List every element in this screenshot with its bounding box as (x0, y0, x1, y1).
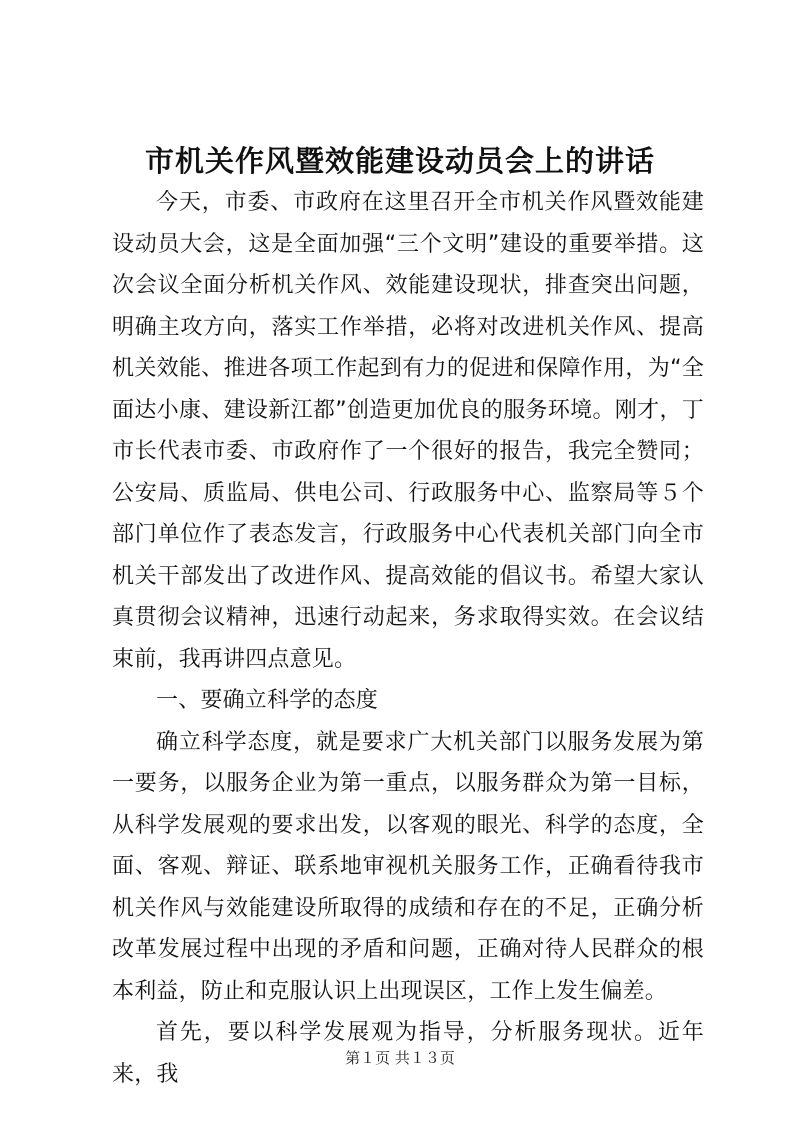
page-number-footer: 第１页 共１３页 (345, 1049, 455, 1067)
section-heading-1: 一、要确立科学的态度 (156, 688, 379, 713)
paragraph-section-1-first: 首先，要以科学发展观为指导，分析服务现状。近年来，我 (112, 1020, 704, 1087)
paragraph-section-1: 确立科学态度，就是要求广大机关部门以服务发展为第一要务，以服务企业为第一重点，以服务群众为第一目标，从科学发展观的要求出发，以客观的眼光、科学的态度，全面、客观、辩证、联系地审视机关服务工作，正确看待我市机关作风与效能建设所取得的成绩和存在的不足，正确分析改革发展过程中出现的矛盾和问题，正确对待人民群众的根本利益，防止和克服认识上出现误区，工作上发生偏差。 (112, 729, 704, 1004)
document-title: 市机关作风暨效能建设动员会上的讲话 (144, 144, 655, 178)
paragraph-intro: 今天，市委、市政府在这里召开全市机关作风暨效能建设动员大会，这是全面加强“三个文明”建设的重要举措。这次会议全面分析机关作风、效能建设现状，排查突出问题，明确主攻方向，落实工作举措，必将对改进机关作风、提高机关效能、推进各项工作起到有力的促进和保障作用，为“全面达小康、建设新江都”创造更加优良的服务环境。刚才，丁市长代表市委、市政府作了一个很好的报告，我完全赞同；公安局、质监局、供电公司、行政服务中心、监察局等５个部门单位作了表态发言，行政服务中心代表机关部门向全市机关干部发出了改进作风、提高效能的倡议书。希望大家认真贯彻会议精神，迅速行动起来，务求取得实效。在会议结束前，我再讲四点意见。 (112, 190, 704, 672)
document-body (112, 182, 704, 1095)
